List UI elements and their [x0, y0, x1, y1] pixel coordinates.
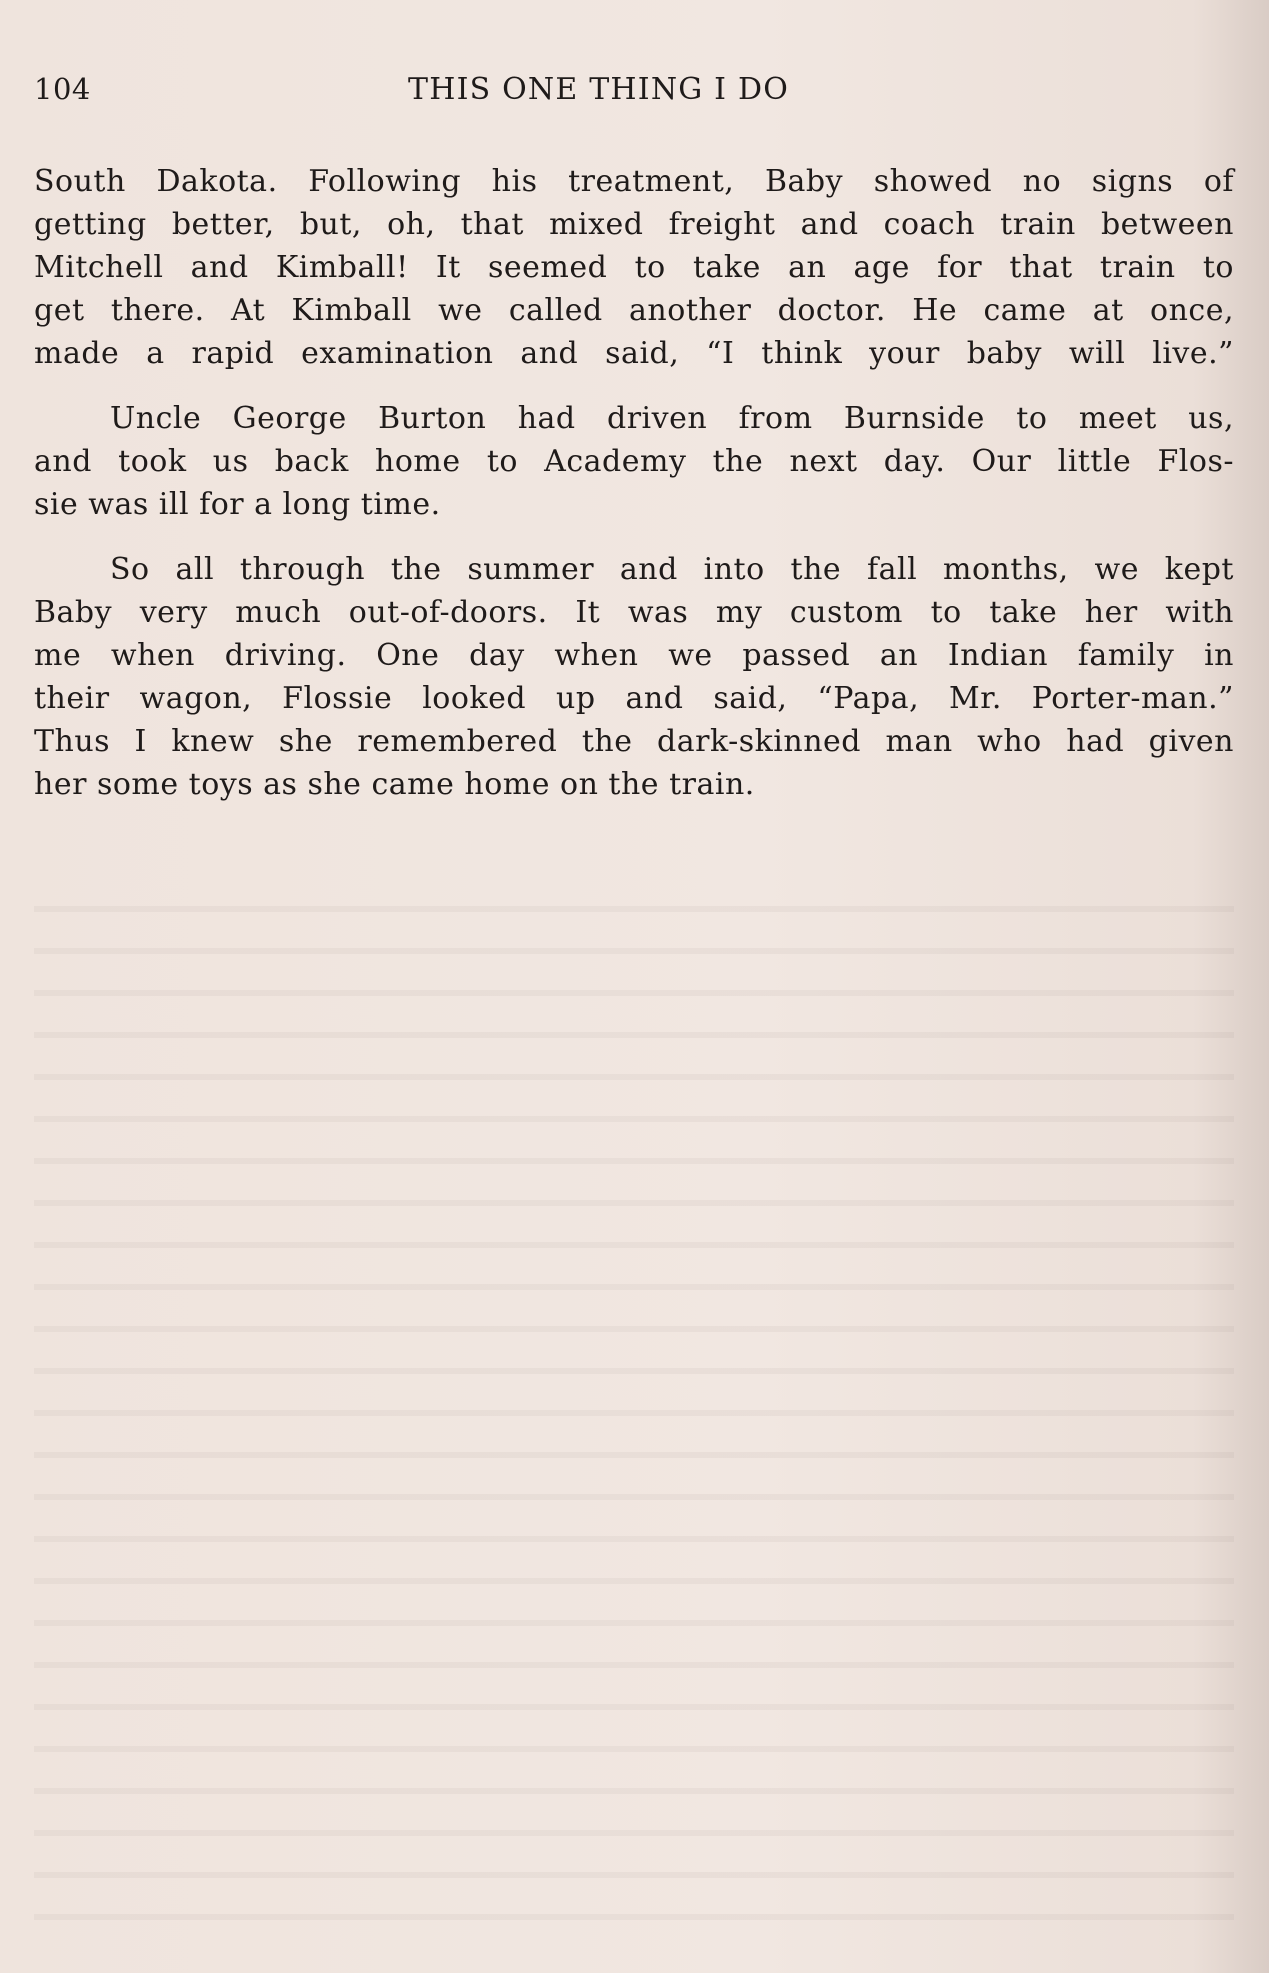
- text-line: get there. At Kimball we called another doctor. He came at once,: [34, 293, 1234, 328]
- text-line: South Dakota. Following his treatment, Baby showed no signs of: [34, 164, 1234, 199]
- text-line: Thus I knew she remembered the dark-skinned man who had given: [34, 724, 1234, 759]
- text-line: Mitchell and Kimball! It seemed to take an age for that train to: [34, 250, 1234, 285]
- running-title: THIS ONE THING I DO: [408, 72, 789, 107]
- paragraph-2: [34, 397, 1234, 526]
- text-line: So all through the summer and into the fall months, we kept: [110, 552, 1234, 587]
- text-line: Uncle George Burton had driven from Burnside to meet us,: [110, 401, 1234, 436]
- page-number: 104: [34, 72, 91, 106]
- text-line: Baby very much out-of-doors. It was my custom to take her with: [34, 595, 1234, 630]
- bleed-through-texture: [34, 880, 1234, 1930]
- text-line: me when driving. One day when we passed an Indian family in: [34, 638, 1234, 673]
- text-line: her some toys as she came home on the train.: [34, 767, 755, 802]
- text-line: their wagon, Flossie looked up and said, “Papa, Mr. Porter-man.”: [34, 681, 1234, 716]
- text-line: getting better, but, oh, that mixed freight and coach train between: [34, 207, 1234, 242]
- text-line: and took us back home to Academy the next day. Our little Flos-: [34, 444, 1234, 479]
- paragraph-1: [34, 160, 1234, 375]
- text-line: made a rapid examination and said, “I think your baby will live.”: [34, 336, 1234, 371]
- body-text: [34, 160, 1234, 828]
- text-line: sie was ill for a long time.: [34, 487, 441, 522]
- paragraph-3: [34, 548, 1234, 806]
- page-header: [34, 72, 1234, 112]
